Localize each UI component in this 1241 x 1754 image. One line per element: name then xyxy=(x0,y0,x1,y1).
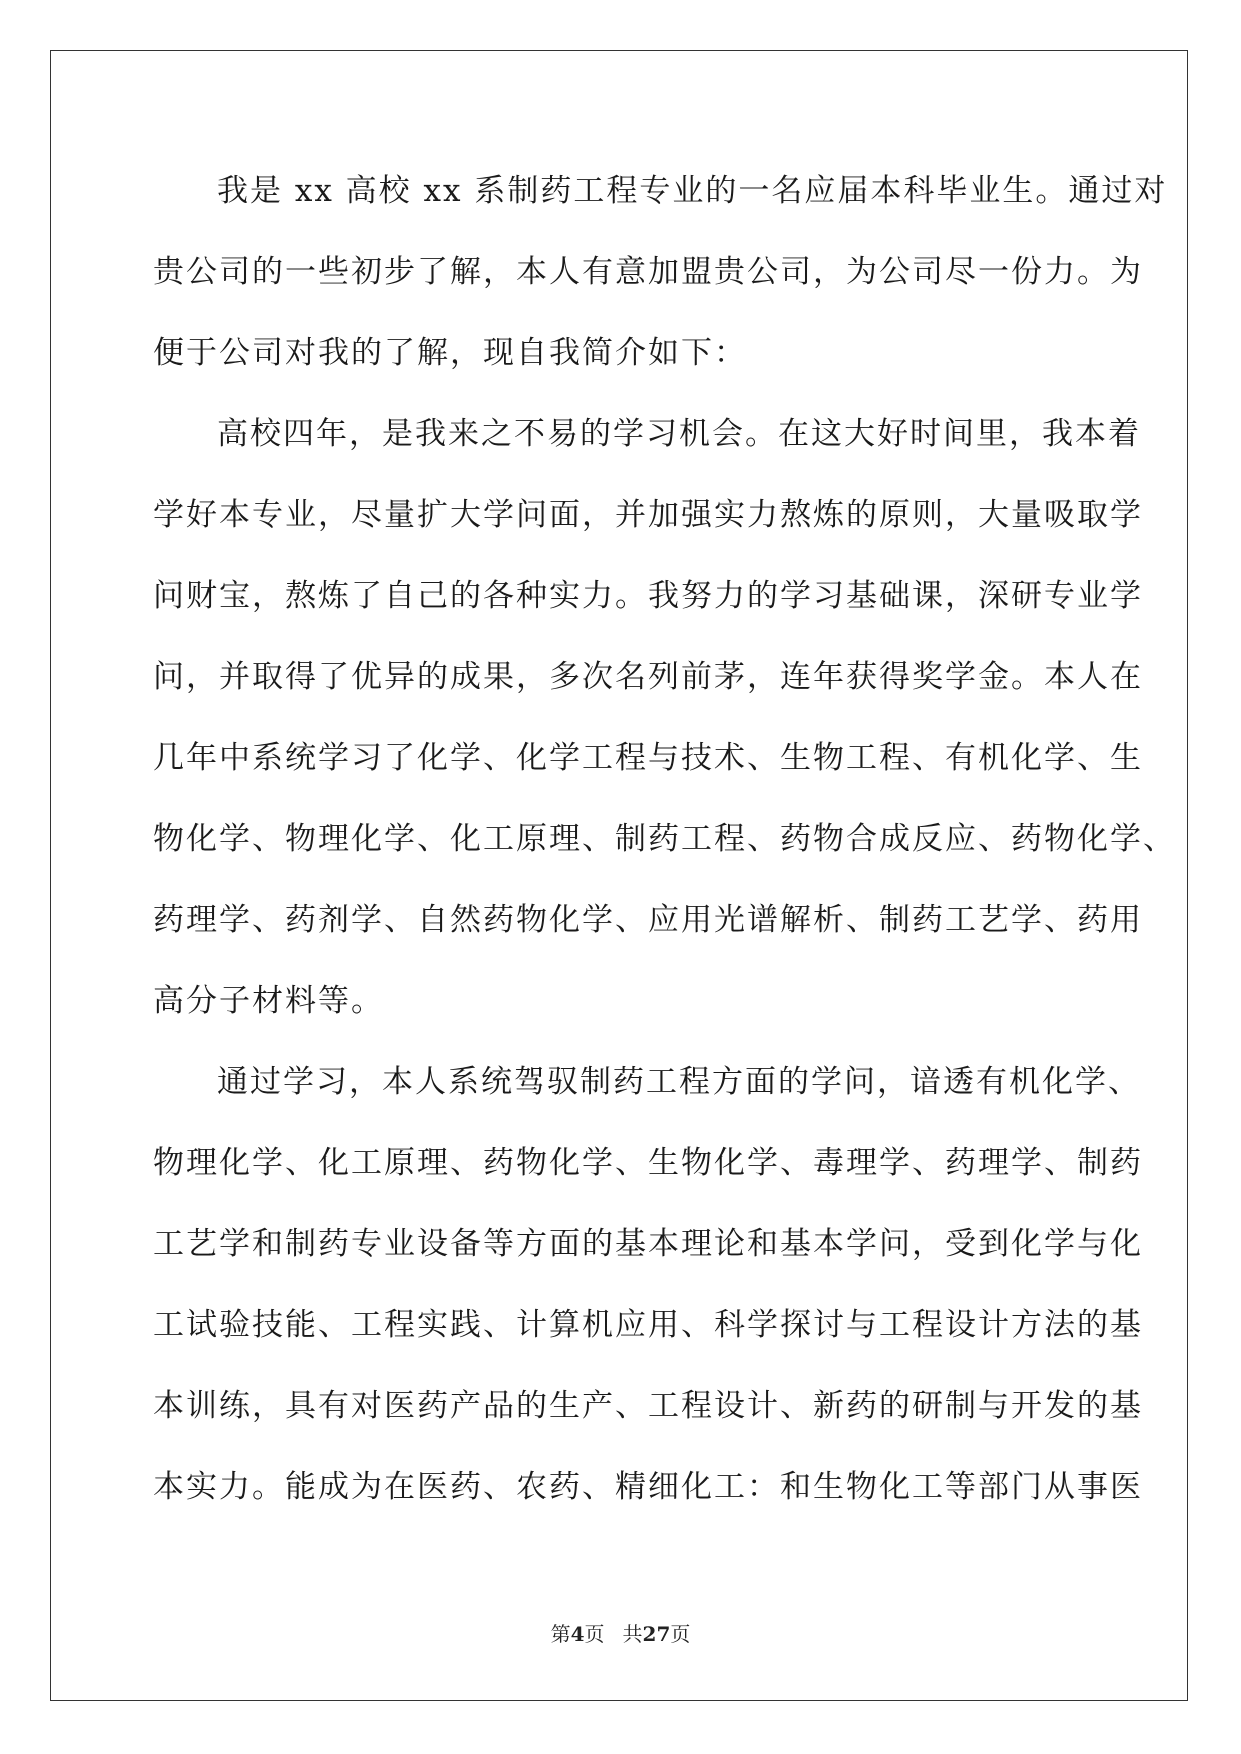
text-line: 便于公司对我的了解，现自我简介如下： xyxy=(153,335,747,371)
text-line: 学好本专业，尽量扩大学问面，并加强实力熬炼的原则，大量吸取学 xyxy=(153,497,1143,533)
text-line: 药理学、药剂学、自然药物化学、应用光谱解析、制药工艺学、药用 xyxy=(153,902,1143,938)
footer-total-prefix: 共 xyxy=(622,1622,643,1646)
text-line: 高分子材料等。 xyxy=(153,983,384,1019)
text-line: 物化学、物理化学、化工原理、制药工程、药物合成反应、药物化学、 xyxy=(153,821,1176,857)
text-line: 问，并取得了优异的成果，多次名列前茅，连年获得奖学金。本人在 xyxy=(153,659,1143,695)
document-body xyxy=(153,160,1176,1537)
text-line: 我是 xx 高校 xx 系制药工程专业的一名应届本科毕业生。通过对 xyxy=(217,173,1168,209)
page-footer xyxy=(0,1618,1241,1647)
text-line: 贵公司的一些初步了解，本人有意加盟贵公司，为公司尽一份力。为 xyxy=(153,254,1143,290)
text-line: 工试验技能、工程实践、计算机应用、科学探讨与工程设计方法的基 xyxy=(153,1307,1143,1343)
text-line: 几年中系统学习了化学、化学工程与技术、生物工程、有机化学、生 xyxy=(153,740,1143,776)
current-page-number: 4 xyxy=(570,1622,585,1646)
footer-prefix: 第 xyxy=(550,1622,571,1646)
text-line: 高校四年，是我来之不易的学习机会。在这大好时间里，我本着 xyxy=(217,416,1141,452)
total-page-number: 27 xyxy=(642,1622,671,1646)
text-line: 问财宝，熬炼了自己的各种实力。我努力的学习基础课，深研专业学 xyxy=(153,578,1143,614)
text-line: 本训练，具有对医药产品的生产、工程设计、新药的研制与开发的基 xyxy=(153,1388,1143,1424)
text-line: 本实力。能成为在医药、农药、精细化工：和生物化工等部门从事医 xyxy=(153,1469,1143,1505)
text-line: 物理化学、化工原理、药物化学、生物化学、毒理学、药理学、制药 xyxy=(153,1145,1143,1181)
footer-total-unit: 页 xyxy=(670,1622,691,1646)
text-line: 通过学习，本人系统驾驭制药工程方面的学问，谙透有机化学、 xyxy=(217,1064,1141,1100)
text-line: 工艺学和制药专业设备等方面的基本理论和基本学问，受到化学与化 xyxy=(153,1226,1143,1262)
footer-page-unit: 页 xyxy=(584,1622,605,1646)
